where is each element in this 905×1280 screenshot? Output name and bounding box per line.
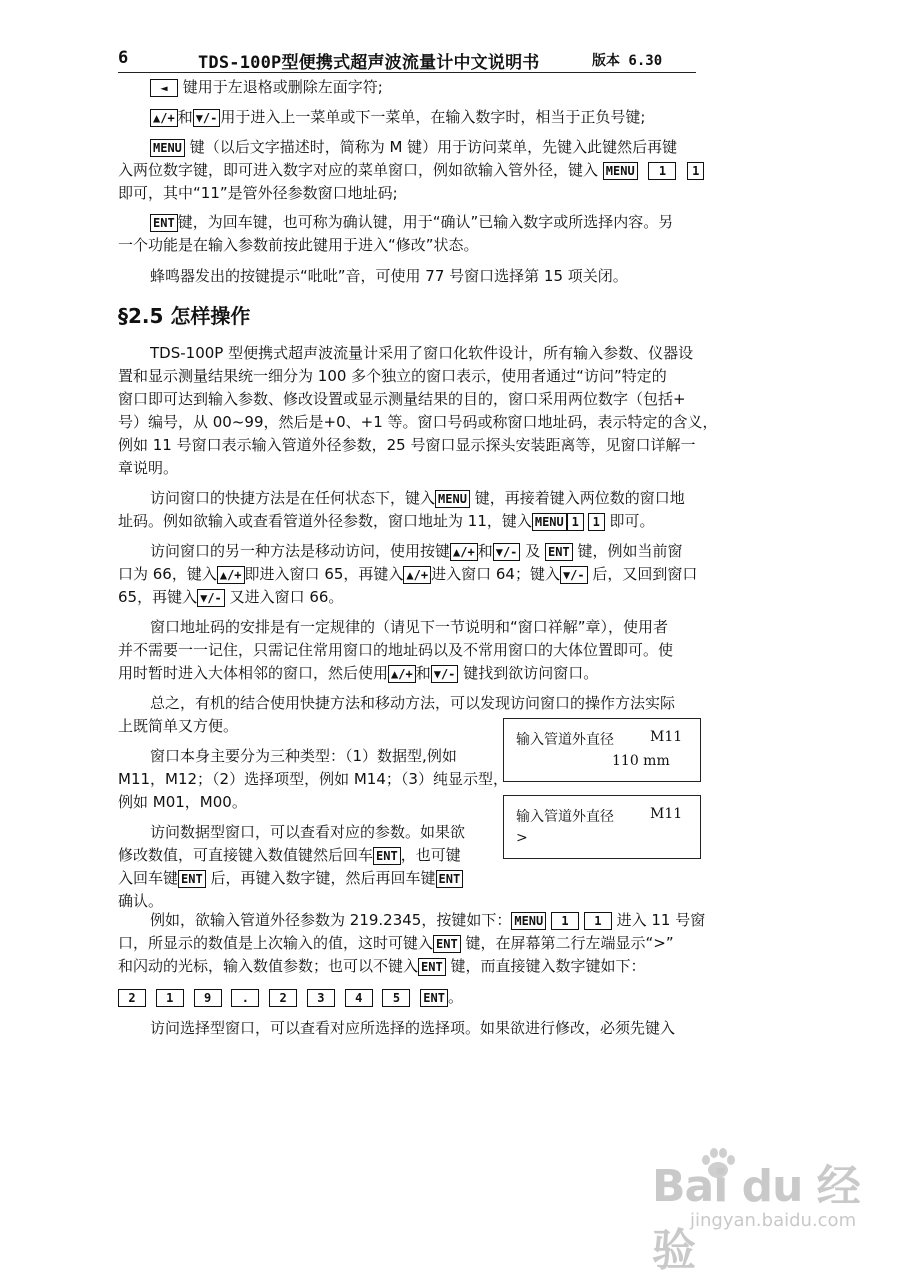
- page-header: [118, 50, 696, 73]
- text: 修改数值，可直接键入数值键然后回车: [118, 846, 374, 864]
- digit-key: 1: [588, 513, 605, 531]
- down-key: ▼/-: [193, 109, 221, 127]
- line-back-key: [150, 77, 383, 97]
- text: 蜂鸣器发出的按键提示“吡吡”音，可使用 77 号窗口选择第 15 项关闭。: [150, 267, 628, 285]
- text: 键，例如当前窗: [577, 542, 683, 560]
- page-number: 6: [118, 48, 129, 68]
- digit-key: 2: [118, 989, 146, 1007]
- line: [118, 792, 247, 812]
- text: 即进入窗口 65，再键入: [244, 565, 404, 583]
- doc-title: [198, 48, 539, 73]
- line: [118, 183, 398, 203]
- text: 确认。: [118, 892, 164, 910]
- digit-key: 1: [584, 912, 612, 930]
- line: [118, 511, 655, 531]
- text: 即可，其中“11”是管外径参数窗口地址码;: [118, 184, 398, 202]
- ent-key: ENT: [433, 935, 461, 953]
- text: 进入 11 号窗: [616, 911, 706, 929]
- digit-key: 1: [551, 912, 579, 930]
- ent-key: ENT: [436, 870, 464, 888]
- text: 键，而直接键入数字键如下：: [450, 957, 646, 975]
- up-key: ▲/+: [388, 665, 416, 683]
- line: [118, 160, 704, 180]
- text: 后，又回到窗口: [592, 565, 698, 583]
- menu-key: MENU: [150, 139, 185, 157]
- lcd-line-2: >: [516, 830, 528, 846]
- text: 例如 M01，M00。: [118, 793, 247, 811]
- down-key: ▼/-: [197, 589, 225, 607]
- text: 号）编号，从 00~99，然后是+0、+1 等。窗口号码或称窗口地址码，表示特定的含义，: [118, 413, 718, 431]
- digit-key: 1: [687, 162, 704, 180]
- watermark-logo: Bai du 经验: [652, 1161, 860, 1276]
- down-key: ▼/-: [431, 665, 459, 683]
- text: 。: [447, 988, 463, 1006]
- watermark-url: jingyan.baidu.com: [690, 1210, 857, 1231]
- text: 总之，有机的结合使用快捷方法和移动方法，可以发现访问窗口的操作方法实际: [150, 694, 676, 712]
- line: [150, 822, 465, 842]
- line: [118, 389, 686, 409]
- line: [118, 640, 673, 660]
- line: [118, 564, 697, 584]
- down-key: ▼/-: [560, 566, 588, 584]
- text: 入两位数字键，即可进入数字对应的菜单窗口，例如欲输入管外径，键入: [118, 161, 599, 179]
- lcd-code: M11: [650, 729, 683, 745]
- ent-key: ENT: [545, 543, 573, 561]
- text: 址码。例如欲输入或查看管道外径参数，窗口地址为 11，键入: [118, 512, 532, 530]
- line: [150, 343, 693, 363]
- digit-key: 1: [567, 513, 584, 531]
- text: 入回车键: [118, 869, 179, 887]
- line: [118, 587, 343, 607]
- section-title: §2.5 怎样操作: [118, 304, 251, 328]
- text: 口为 66，键入: [118, 565, 217, 583]
- up-key: ▲/+: [403, 566, 431, 584]
- ent-key: ENT: [418, 958, 446, 976]
- line: [150, 266, 628, 286]
- text: 和闪动的光标，输入数值参数；也可以不键入: [118, 957, 419, 975]
- text: 一个功能是在输入参数前按此键用于进入“修改”状态。: [118, 236, 479, 254]
- line-ent-key: [150, 212, 673, 232]
- text: 65，再键入: [118, 588, 198, 606]
- text: 窗口即可达到输入参数、修改设置或显示测量结果的目的，窗口采用两位数字（包括+: [118, 390, 686, 408]
- lcd-line-2: 110 mm: [612, 753, 670, 769]
- text: 章说明。: [118, 459, 179, 477]
- ent-key: ENT: [420, 989, 448, 1007]
- text: 即可。: [609, 512, 655, 530]
- line: [118, 716, 238, 736]
- line-menu-key: [150, 137, 677, 157]
- text: ，也可键: [400, 846, 461, 864]
- text: 键，再接着键入两位数的窗口地: [474, 489, 685, 507]
- line: [150, 617, 668, 637]
- text: 口，所显示的数值是上次输入的值，这时可键入: [118, 934, 434, 952]
- text: 和: [477, 542, 493, 560]
- line: [118, 933, 674, 953]
- menu-key: MENU: [603, 162, 638, 180]
- lcd-line-1: 输入管道外直径: [516, 732, 614, 748]
- text: 上既简单又方便。: [118, 717, 239, 735]
- text: 及: [525, 542, 541, 560]
- line: [118, 458, 178, 478]
- text: 和: [415, 664, 431, 682]
- line: [118, 412, 718, 432]
- line: [150, 488, 685, 508]
- digit-key: 5: [382, 989, 410, 1007]
- digit-key: 9: [194, 989, 222, 1007]
- doc-title-code: TDS-100P: [198, 53, 282, 73]
- line: [118, 891, 163, 911]
- dot-key: .: [231, 989, 259, 1007]
- text: 访问窗口的另一种方法是移动访问，使用按键: [150, 542, 451, 560]
- text: 键用于左退格或删除左面字符;: [182, 78, 383, 96]
- doc-version: 版本 6.30: [592, 53, 663, 69]
- line-updown-keys: [150, 107, 645, 127]
- ent-key: ENT: [150, 214, 178, 232]
- text: 窗口本身主要分为三种类型：（1）数据型,例如: [150, 747, 457, 765]
- text: 并不需要一一记住，只需记住常用窗口的地址码以及不常用窗口的大体位置即可。使: [118, 641, 674, 659]
- menu-key: MENU: [532, 513, 567, 531]
- lcd-display-1: [503, 718, 701, 782]
- down-key: ▼/-: [493, 543, 521, 561]
- line: [118, 956, 646, 976]
- line: [150, 1018, 675, 1038]
- text: 键（以后文字描述时，简称为 M 键）用于访问菜单，先键入此键然后再键: [189, 138, 678, 156]
- text: 置和显示测量结果统一细分为 100 多个独立的窗口表示，使用者通过“访问”特定的: [118, 367, 667, 385]
- back-key: ◄: [150, 79, 178, 97]
- text: TDS-100P 型便携式超声波流量计采用了窗口化软件设计，所有输入参数、仪器设: [150, 344, 694, 362]
- text: 和: [177, 108, 193, 126]
- text: 键，为回车键，也可称为确认键，用于“确认”已输入数字或所选择内容。另: [177, 213, 674, 231]
- line: [118, 235, 479, 255]
- line: [118, 769, 508, 789]
- line: [150, 541, 682, 561]
- digit-key: 2: [269, 989, 297, 1007]
- text: 又进入窗口 66。: [229, 588, 344, 606]
- text: 访问数据型窗口，可以查看对应的参数。如果欲: [150, 823, 466, 841]
- menu-key: MENU: [511, 912, 546, 930]
- line: [150, 746, 457, 766]
- menu-key: MENU: [435, 490, 470, 508]
- digit-key: 3: [307, 989, 335, 1007]
- ent-key: ENT: [373, 847, 401, 865]
- digit-key: 4: [345, 989, 373, 1007]
- watermark: [652, 1150, 872, 1276]
- text: M11，M12；（2）选择项型，例如 M14；（3）纯显示型，: [118, 770, 508, 788]
- line: [118, 663, 598, 683]
- text: 后，再键入数字键，然后再回车键: [210, 869, 436, 887]
- line: [118, 845, 461, 865]
- lcd-code: M11: [650, 806, 683, 822]
- text: 访问选择型窗口，可以查看对应所选择的选择项。如果欲进行修改，必须先键入: [150, 1019, 676, 1037]
- text: 窗口地址码的安排是有一定规律的（请见下一节说明和“窗口祥解”章），使用者: [150, 618, 669, 636]
- key-sequence: [118, 987, 463, 1007]
- text: 访问窗口的快捷方法是在任何状态下，键入: [150, 489, 436, 507]
- up-key: ▲/+: [450, 543, 478, 561]
- text: 键找到欲访问窗口。: [463, 664, 599, 682]
- line: [150, 693, 675, 713]
- ent-key: ENT: [178, 870, 206, 888]
- up-key: ▲/+: [150, 109, 178, 127]
- text: 键，在屏幕第二行左端显示“>”: [465, 934, 674, 952]
- lcd-line-1: 输入管道外直径: [516, 809, 614, 825]
- line: [118, 435, 695, 455]
- up-key: ▲/+: [217, 566, 245, 584]
- line: [150, 910, 705, 930]
- text: 用时暂时进入大体相邻的窗口，然后使用: [118, 664, 389, 682]
- doc-title-text: 型便携式超声波流量计中文说明书: [281, 53, 540, 73]
- digit-key: 1: [648, 162, 676, 180]
- text: 例如 11 号窗口表示输入管道外径参数，25 号窗口显示探头安装距离等，见窗口详解一: [118, 436, 696, 454]
- text: 例如，欲输入管道外径参数为 219.2345，按键如下：: [150, 911, 512, 929]
- text: 进入窗口 64；键入: [431, 565, 560, 583]
- line: [118, 868, 463, 888]
- lcd-display-2: [503, 795, 701, 859]
- text: 用于进入上一菜单或下一菜单，在输入数字时，相当于正负号键;: [220, 108, 646, 126]
- digit-key: 1: [156, 989, 184, 1007]
- line: [118, 366, 667, 386]
